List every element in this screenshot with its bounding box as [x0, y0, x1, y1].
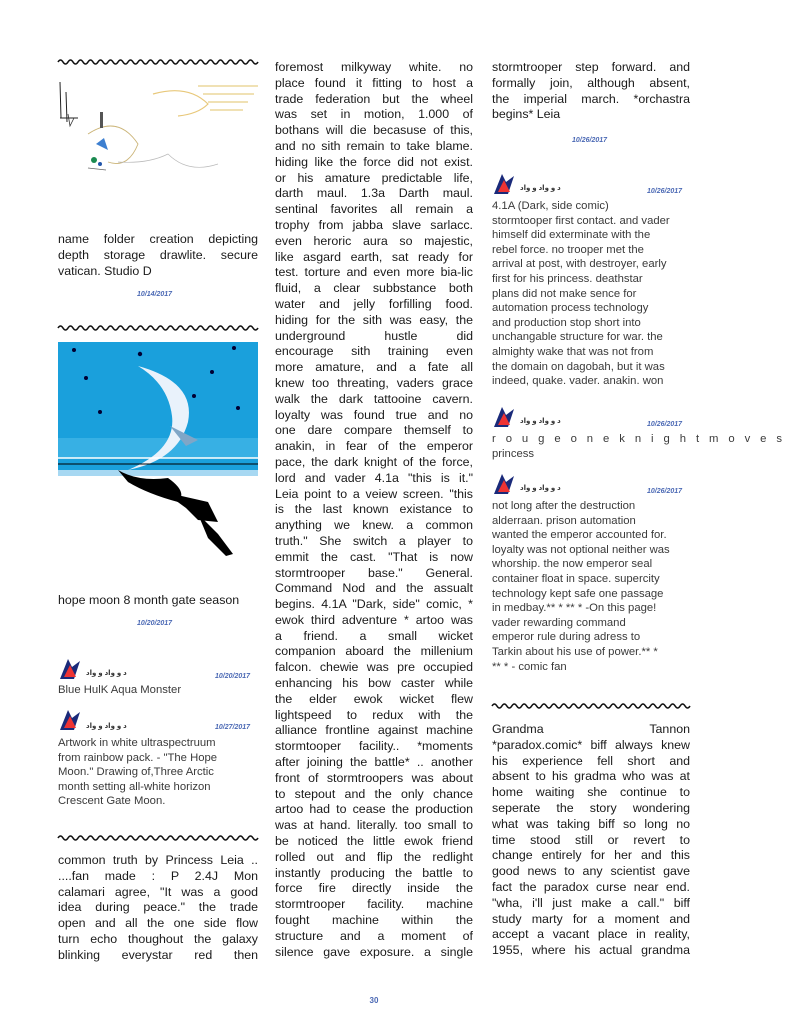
comment-user: د و واد و واد — [520, 185, 561, 192]
text-line: rebel force. no trooper met the — [492, 243, 644, 256]
text-line: Tarkin about his use of power.** * — [492, 645, 658, 658]
text-line: open and all the one side flow — [58, 916, 258, 931]
divider-wave — [58, 324, 258, 332]
art2-date: 10/20/2017 — [137, 620, 173, 627]
text-line: and production stop short into — [492, 316, 641, 329]
text-line: Grandma Tannon — [492, 722, 690, 736]
text-line: turn echo thoughout the galaxy — [58, 931, 258, 946]
text-line: plans did not make sence for — [492, 287, 637, 300]
text-line: after joining the battle* .. another — [275, 755, 473, 770]
text-line: lord and vader 4.1a "this is it." — [275, 470, 473, 485]
text-line: Command Nod and the assualt — [275, 581, 473, 596]
text-line: his experience fell short and — [492, 753, 690, 768]
text-line: ewok third adventure * artoo was — [275, 612, 473, 627]
text-line: alliance frontline against machine — [275, 723, 473, 738]
text-line: fought machine within the — [275, 913, 473, 928]
text-line: accept a vacant place in reality, — [492, 927, 690, 942]
text-line: first for his princess. deathstar — [492, 272, 643, 285]
article-grandma-tannon — [492, 722, 690, 959]
comment-date: 10/20/2017 — [215, 673, 251, 680]
text-line: was set in motion, 1.000 of — [275, 107, 473, 122]
text-line: more amature, and a fate all — [275, 360, 473, 375]
text-line: hiding for the sith was easy, the — [275, 312, 473, 327]
text-line: unchangable structure for war. the — [492, 331, 663, 344]
avatar — [492, 172, 516, 196]
article-continued-top — [492, 60, 690, 123]
text-line: 1955, where his actual grandma — [492, 943, 690, 958]
text-line: was at hand. literally. too small to — [275, 818, 473, 833]
text-line: idea during peace." the trade — [58, 900, 258, 915]
text-line: indeed, quake. vader. anakin. won — [492, 375, 664, 388]
comment-text: Blue HulK Aqua Monster — [58, 684, 182, 696]
text-line: stormtrooper base." General. — [275, 565, 473, 580]
top-date: 10/26/2017 — [572, 137, 608, 144]
text-line: sentinal favorites all remain a — [275, 202, 473, 217]
text-line: common truth by Princess Leia .. — [58, 853, 258, 867]
text-line: princess — [492, 447, 535, 460]
divider-wave — [492, 702, 690, 710]
artwork-hope-moon — [58, 342, 258, 560]
text-line: pace, the dark knight of the force, — [275, 454, 473, 469]
text-line: stormtooper first contact. and vader — [492, 214, 670, 227]
comment-user: د و واد و واد — [86, 723, 127, 730]
text-line: the domain on dagobah, but it was — [492, 360, 665, 373]
text-line: home waiting she continue to — [492, 785, 690, 800]
text-line: what was taking biff so long no — [492, 816, 690, 831]
text-line: instantly producing the battle to — [275, 865, 473, 880]
text-line: good news to any scientist gave — [492, 864, 690, 879]
divider-wave — [58, 58, 258, 66]
text-line: to stepout and the only chance — [275, 786, 473, 801]
artwork-drawlite — [58, 74, 258, 224]
comment — [58, 657, 258, 697]
text-line: arrival at post, with destroyer, early — [492, 258, 667, 271]
comment-date: 10/27/2017 — [215, 724, 251, 731]
text-line: absent to his gradma who was at — [492, 769, 690, 784]
text-line: be noticed the little ewok friend — [275, 834, 473, 849]
avatar — [492, 472, 516, 496]
text-line: container float in space. supercity — [492, 572, 660, 585]
text-line: loyalty was found true and no — [275, 407, 473, 422]
text-line: test. torture and even more bia-lic — [275, 265, 473, 280]
comment-user: د و واد و واد — [520, 418, 561, 425]
text-line: not long after the destruction — [492, 500, 636, 512]
text-line: ** * - comic fan — [492, 660, 567, 673]
text-line: trophy from jabba slave sarlacc. — [275, 217, 473, 232]
text-line: underground hustle did — [275, 328, 473, 343]
text-line: r o u g e o n e k n i g h t m o v e s — [492, 433, 785, 445]
article-continued — [275, 60, 473, 960]
text-line: "wha, i'll just make a call." biff — [492, 895, 690, 910]
page-number: 30 — [369, 996, 379, 1005]
text-line: vader rewarding command — [492, 616, 626, 629]
text-line: water and jelly forfilling food. — [275, 296, 473, 311]
comment-date: 10/26/2017 — [647, 188, 683, 195]
comment — [58, 708, 258, 812]
comment-date: 10/26/2017 — [647, 421, 683, 428]
comment-user: د و واد و واد — [86, 670, 127, 677]
text-line: stormtooper facility.. *moments — [275, 739, 473, 754]
text-line: place found it fitting to host a — [275, 75, 473, 90]
text-line: falcon. chewie was pre occupied — [275, 660, 473, 675]
text-line: blinking everystar red then — [58, 947, 258, 962]
text-line: like asgard earth, sat ready for — [275, 249, 473, 264]
text-line: encourage sith training even — [275, 344, 473, 359]
text-line: whorship. the now emperor seal — [492, 558, 653, 571]
text-line: automation process technology — [492, 302, 649, 315]
text-line: 4.1A (Dark, side comic) — [492, 200, 609, 212]
text-line: companion aboard the millenium — [275, 644, 473, 659]
art2-caption: hope moon 8 month gate season — [58, 593, 240, 607]
text-line: or his amature predictable life, — [275, 170, 473, 185]
text-line: knew too threating, vaders grace — [275, 375, 473, 390]
article-common-truth — [58, 853, 258, 964]
text-line: walk the dark tattooine cavern. — [275, 391, 473, 406]
text-line: emperor rule during adress to — [492, 631, 641, 644]
text-line: force fire directly inside the — [275, 881, 473, 896]
avatar — [492, 405, 516, 429]
text-line: anakin, in fear of the emperor — [275, 439, 473, 454]
text-line: artoo had to cease the production — [275, 802, 473, 817]
art1-caption: name folder creation depicting depth storage drawlite. secure vatican. Studio D — [58, 232, 258, 278]
text-line: truth." She switch a player to — [275, 533, 473, 548]
text-line: Leia point to a veiew screen. "this — [275, 486, 473, 501]
comment-text: Artwork in white ultraspectruum from rainbow pack. - "The Hope Moon." Drawing of,Three Arctic month setting all-white horizon Crescent Gate Moon. — [58, 737, 218, 808]
text-line: fluid, a clear subbstance both — [275, 281, 473, 296]
text-line: stormtrooper facility. machine — [275, 897, 473, 912]
text-line: himself did exterminate with the — [492, 229, 651, 242]
comment-user: د و واد و واد — [520, 485, 561, 492]
text-line: the imperial march. *orchastra — [492, 91, 690, 106]
avatar — [58, 708, 82, 732]
text-line: hiding like the force did not exist. — [275, 154, 473, 169]
text-line: foremost milkyway white. no — [275, 60, 473, 74]
text-line: calamari agree, "It was a good — [58, 884, 258, 899]
text-line: stormtrooper step forward. and — [492, 60, 690, 74]
text-line: alderraan. prison automation — [492, 514, 636, 527]
text-line: rolled out and flip the redlight — [275, 849, 473, 864]
text-line: structure and a moment of — [275, 928, 473, 943]
text-line: ....fan made : P 2.4J Mon — [58, 868, 258, 883]
text-line: *paradox.comic* biff always knew — [492, 737, 690, 752]
text-line: time stood still or revert to — [492, 832, 690, 847]
text-line: technology kept safe one passage — [492, 587, 664, 600]
text-line: begins. 4.1A "Dark, side" comic, * — [275, 597, 473, 612]
art1-date: 10/14/2017 — [137, 291, 173, 298]
text-line: enhancing his bow caster while — [275, 676, 473, 691]
text-line: trade federation but the wheel — [275, 91, 473, 106]
text-line: a friend. a small wicket — [275, 628, 473, 643]
text-line: emmit the cast. "That is now — [275, 549, 473, 564]
divider-wave — [58, 834, 258, 842]
text-line: front of stormtroopers was about — [275, 770, 473, 785]
text-line: change entirely for her and this — [492, 848, 690, 863]
comment-date: 10/26/2017 — [647, 488, 683, 495]
text-line: loyalty was not optional neither was — [492, 543, 670, 556]
text-line: darth maul. 1.3a Darth maul. — [275, 186, 473, 201]
text-line: lightspeed to redux with the — [275, 707, 473, 722]
text-line: anything we knew. a common — [275, 518, 473, 533]
avatar — [58, 657, 82, 681]
text-line: and no sith remain to take blame. — [275, 138, 473, 153]
text-line: begins* Leia — [492, 107, 561, 122]
text-line: study marty for a moment and — [492, 911, 690, 926]
text-line: silence gave exposure. a single — [275, 944, 473, 959]
text-line: formally join, although absent, — [492, 75, 690, 90]
text-line: one dare compare themself to — [275, 423, 473, 438]
text-line: even heroric aura so majestic, — [275, 233, 473, 248]
text-line: is the last known existance to — [275, 502, 473, 517]
text-line: fact the paradox curse near end. — [492, 879, 690, 894]
text-line: in medbay.** * ** * -On this page! — [492, 602, 657, 615]
text-line: wanted the emperor accounted for. — [492, 529, 667, 542]
text-line: bothans will die becasuse of this, — [275, 123, 473, 138]
text-line: the elder ewok wicket flew — [275, 691, 473, 706]
text-line: almighty wake that was not from — [492, 345, 654, 358]
text-line: seperate the story wondering — [492, 800, 690, 815]
